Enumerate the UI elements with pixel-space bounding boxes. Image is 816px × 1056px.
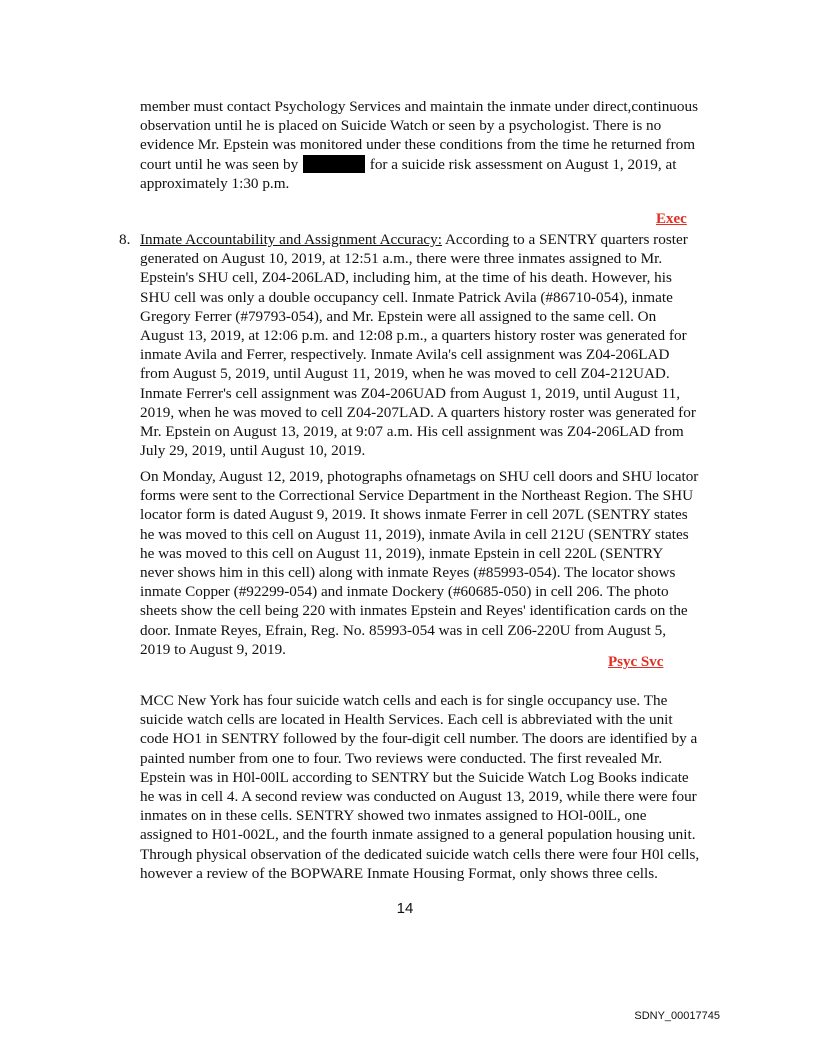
suicide-watch-paragraph [140,691,700,883]
redaction-box [303,155,365,173]
page-number: 14 [396,900,414,917]
item-number: 8. [119,231,131,248]
locator-paragraph [140,467,700,659]
psyc-svc-tag: Psyc Svc [608,654,664,670]
continuation-paragraph [140,97,700,193]
item8-paragraph [140,230,700,460]
suicide-watch-text: MCC New York has four suicide watch cells and each is for single occupancy use. The suicide watch cells are located in Health Services. Each cell is abbreviated with the unit code HO1 in SENTRY followed by the four-digit cell number. The doors are identified by a painted number from one to four. Two reviews were conducted. The first revealed Mr. Epstein was in H0l-00lL according to SENTRY but the Suicide Watch Log Books indicate he was in cell 4. A second review was conducted on August 13, 2019, while there were four inmates on in these cells. SENTRY showed two inmates assigned to HOl-00lL, one assigned to H01-002L, and the fourth inmate assigned to a general population housing unit. Through physical observation of the dedicated suicide watch cells there were four H0l cells, however a review of the BOPWARE Inmate Housing Format, only shows three cells. [140,692,700,882]
locator-text: On Monday, August 12, 2019, photographs ofnametags on SHU cell doors and SHU locator forms were sent to the Correctional Service Department in the Northeast Region. The SHU locator form is dated August 9, 2019. It shows inmate Ferrer in cell 207L (SENTRY states he was moved to this cell on August 11, 2019), inmate Avila in cell 212U (SENTRY states he was moved to this cell on August 11, 2019), inmate Epstein in cell 220L (SENTRY never shows him in this cell) along with inmate Reyes (#85993-054). The locator shows inmate Copper (#92299-054) and inmate Dockery (#60685-050) in cell 206. The photo sheets show the cell being 220 with inmates Epstein and Reyes' identification cards on the door. Inmate Reyes, Efrain, Reg. No. 85993-054 was in cell Z06-220U from August 5, 2019 to August 9, 2019. [140,468,699,658]
continuation-text-part2: for a suicide risk assessment on August 1, 2019, at approximately 1:30 p.m. [140,155,677,192]
item8-body: According to a SENTRY quarters roster generated on August 10, 2019, at 12:51 a.m., there were three inmates assigned to Mr. Epstein's SHU cell, Z04-206LAD, including him, at the time of his death. However, his SHU cell was only a double occupancy cell. Inmate Patrick Avila (#86710-054), inmate Gregory Ferrer (#79793-054), and Mr. Epstein were all assigned to the same cell. On August 13, 2019, at 12:06 p.m. and 12:08 p.m., a quarters history roster was generated for inmate Avila and Ferrer, respectively. Inmate Avila's cell assignment was Z04-206LAD from August 5, 2019, until August 11, 2019, when he was moved to cell Z04-212UAD. Inmate Ferrer's cell assignment was Z04-206UAD from August 1, 2019, until August 11, 2019, when he was moved to cell Z04-207LAD. A quarters history roster was generated for Mr. Epstein on August 13, 2019, at 9:07 a.m. His cell assignment was Z04-206LAD from July 29, 2019, until August 10, 2019. [140,231,696,460]
continuation-text [140,97,700,193]
bates-number: SDNY_00017745 [634,1010,720,1022]
exec-tag: Exec [656,211,687,227]
continuation-text-part1: member must contact Psychology Services and maintain the inmate under direct,continuous observation until he is placed on Suicide Watch or seen by a psychologist. There is no evidence Mr. Epstein was monitored under these conditions from the time he returned from court until he was seen by [140,98,698,173]
item8-heading: Inmate Accountability and Assignment Accuracy: [140,231,442,248]
